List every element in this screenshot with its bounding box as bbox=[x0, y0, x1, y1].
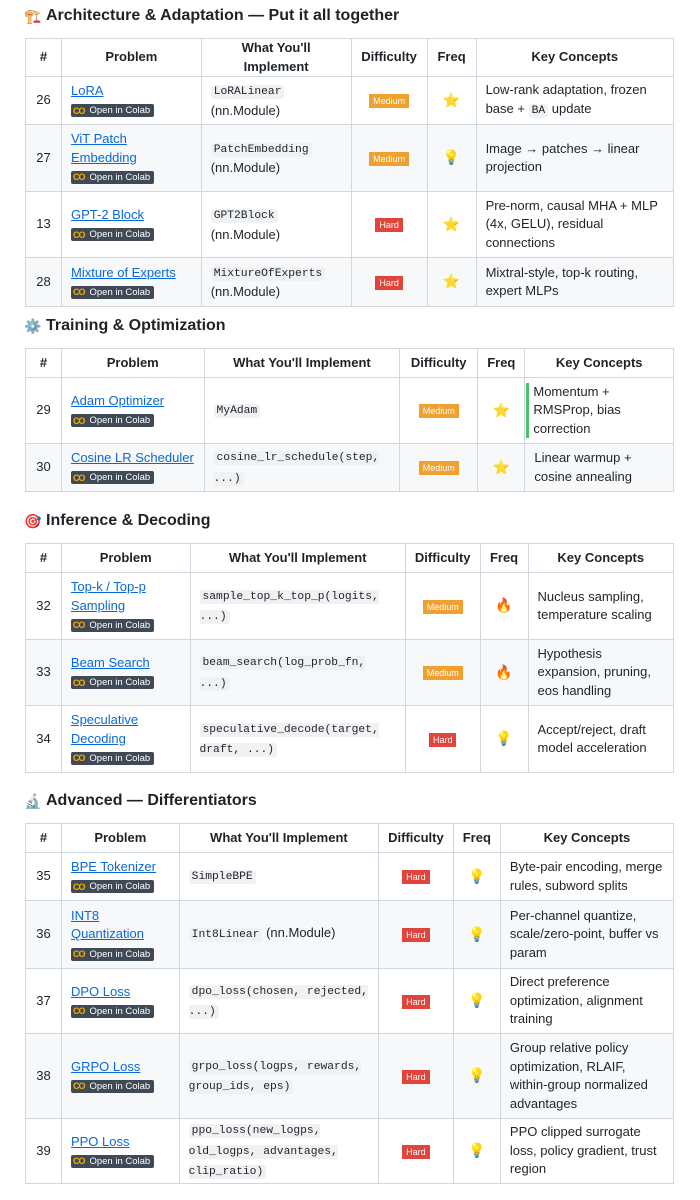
problem-link[interactable]: Beam Search bbox=[70, 655, 150, 670]
header-problem: Problem bbox=[61, 349, 204, 378]
implement-text: (nn.Module) bbox=[210, 284, 281, 299]
header-problem: Problem bbox=[61, 39, 201, 77]
implement-text: (nn.Module) bbox=[210, 226, 281, 242]
header-difficulty: Difficulty bbox=[400, 349, 478, 378]
problem-number: 29 bbox=[26, 378, 62, 444]
header-implement: What You'll Implement bbox=[190, 544, 405, 573]
fire-icon: 🔥 bbox=[495, 663, 513, 680]
open-in-colab-badge[interactable] bbox=[71, 1080, 154, 1093]
colab-label: Open in Colab bbox=[89, 172, 151, 183]
section-heading bbox=[0, 509, 700, 533]
colab-label: Open in Colab bbox=[89, 881, 151, 893]
implement-code: beam_search(log_prob_fn, ...) bbox=[199, 657, 366, 690]
difficulty-badge: Hard bbox=[402, 870, 430, 884]
colab-label: Open in Colab bbox=[89, 753, 151, 764]
problem-link[interactable]: BPE Tokenizer bbox=[70, 859, 156, 874]
implement-cell bbox=[179, 1034, 378, 1119]
colab-label: Open in Colab bbox=[89, 286, 151, 298]
problem-cell bbox=[61, 706, 190, 773]
problem-cell bbox=[61, 378, 204, 444]
difficulty-cell bbox=[351, 125, 427, 192]
open-in-colab-badge[interactable] bbox=[71, 948, 154, 961]
colab-logo-icon: CO bbox=[72, 1006, 85, 1016]
problems-table bbox=[25, 543, 674, 773]
problem-link[interactable]: PPO Loss bbox=[70, 1133, 130, 1149]
problem-link[interactable]: Mixture of Experts bbox=[70, 264, 176, 280]
problem-number: 30 bbox=[26, 444, 62, 492]
lightbulb-icon: 💡 bbox=[468, 992, 486, 1009]
fire-icon: 🔥 bbox=[495, 597, 513, 614]
concepts-code: BA bbox=[529, 104, 549, 118]
implement-code: ppo_loss(new_logps, old_logps, advantages, clip_ratio) bbox=[188, 1125, 338, 1179]
implement-code: MixtureOfExperts bbox=[211, 267, 325, 281]
concepts-cell bbox=[525, 378, 674, 444]
header-difficulty: Difficulty bbox=[405, 544, 480, 573]
problem-link[interactable]: Cosine LR Scheduler bbox=[70, 450, 194, 465]
table-row bbox=[26, 706, 674, 773]
difficulty-badge: Hard bbox=[402, 1145, 430, 1159]
open-in-colab-badge[interactable] bbox=[71, 228, 154, 241]
open-in-colab-badge[interactable] bbox=[71, 1005, 154, 1018]
section-title: Training & Optimization bbox=[46, 317, 226, 334]
table-row bbox=[26, 573, 674, 640]
header-implement: What You'll Implement bbox=[204, 349, 400, 378]
difficulty-cell bbox=[405, 640, 480, 706]
open-in-colab-badge[interactable] bbox=[71, 619, 154, 632]
problem-number: 33 bbox=[26, 640, 62, 706]
section-heading bbox=[0, 4, 700, 28]
open-in-colab-badge[interactable] bbox=[71, 752, 154, 765]
concepts-text: Pre-norm, causal MHA + MLP (4x, GELU), residual connections bbox=[485, 197, 658, 250]
problem-link[interactable]: Top-k / Top-p Sampling bbox=[70, 579, 146, 613]
problem-link[interactable]: LoRA bbox=[70, 83, 104, 98]
implement-text: (nn.Module) bbox=[266, 925, 336, 941]
implement-cell bbox=[190, 573, 405, 640]
problem-link[interactable]: ViT Patch Embedding bbox=[70, 131, 137, 165]
difficulty-cell bbox=[379, 1119, 454, 1184]
table-row bbox=[26, 378, 674, 444]
concepts-cell bbox=[528, 573, 673, 640]
implement-code: cosine_lr_schedule(step, ...) bbox=[213, 452, 380, 485]
implement-code: GPT2Block bbox=[211, 209, 278, 223]
header-number: # bbox=[26, 544, 62, 573]
concepts-text: Mixtral-style, top-k routing, expert MLPs bbox=[485, 264, 638, 298]
difficulty-cell bbox=[379, 1034, 454, 1119]
problem-cell bbox=[61, 901, 179, 969]
microscope-icon: 🔬 bbox=[24, 792, 42, 809]
problem-number: 26 bbox=[26, 77, 62, 125]
problem-cell bbox=[61, 258, 201, 307]
freq-cell bbox=[480, 640, 528, 706]
freq-cell bbox=[427, 192, 476, 258]
freq-cell bbox=[427, 258, 476, 307]
concepts-cell bbox=[500, 1119, 673, 1184]
lightbulb-icon: 💡 bbox=[468, 925, 486, 942]
implement-code: grpo_loss(logps, rewards, group_ids, eps) bbox=[188, 1060, 362, 1093]
header-freq: Freq bbox=[427, 39, 476, 77]
implement-cell bbox=[204, 444, 400, 492]
difficulty-badge: Medium bbox=[369, 152, 409, 166]
problem-link[interactable]: DPO Loss bbox=[70, 983, 131, 999]
open-in-colab-badge[interactable] bbox=[71, 171, 154, 184]
concepts-text: Per-channel quantize, scale/zero-point, buffer vs param bbox=[509, 907, 659, 960]
difficulty-cell bbox=[351, 258, 427, 307]
open-in-colab-badge[interactable] bbox=[71, 676, 154, 689]
open-in-colab-badge[interactable] bbox=[71, 1155, 154, 1168]
implement-cell bbox=[179, 969, 378, 1034]
implement-code: LoRALinear bbox=[211, 85, 285, 99]
difficulty-cell bbox=[351, 192, 427, 258]
difficulty-badge: Hard bbox=[402, 928, 430, 942]
difficulty-badge: Hard bbox=[402, 995, 430, 1009]
implement-cell bbox=[201, 125, 351, 192]
header-key-concepts: Key Concepts bbox=[528, 544, 673, 573]
header-implement: What You'll Implement bbox=[201, 39, 351, 77]
table-row bbox=[26, 77, 674, 125]
concepts-cell bbox=[500, 853, 673, 901]
problem-link[interactable]: Adam Optimizer bbox=[70, 393, 165, 408]
header-freq: Freq bbox=[480, 544, 528, 573]
colab-logo-icon: CO bbox=[72, 620, 85, 631]
implement-code: PatchEmbedding bbox=[211, 143, 312, 157]
implement-cell bbox=[190, 640, 405, 706]
problem-link[interactable]: INT8 Quantization bbox=[70, 907, 144, 942]
difficulty-badge: Medium bbox=[423, 600, 463, 614]
concepts-cell bbox=[500, 901, 673, 969]
concepts-text-end: update bbox=[548, 100, 592, 116]
concepts-text: Group relative policy optimization, RLAIF, within-group normalized advantages bbox=[509, 1040, 648, 1111]
table-row bbox=[26, 258, 674, 307]
colab-logo-icon: CO bbox=[72, 287, 85, 297]
section-heading bbox=[0, 789, 700, 813]
colab-label: Open in Colab bbox=[89, 415, 151, 427]
colab-logo-icon: CO bbox=[72, 415, 85, 426]
star-icon: ⭐ bbox=[442, 273, 461, 290]
problem-cell bbox=[61, 77, 201, 125]
star-icon: ⭐ bbox=[492, 458, 510, 475]
implement-code: sample_top_k_top_p(logits, ...) bbox=[199, 590, 379, 623]
implement-cell bbox=[179, 901, 378, 969]
header-implement: What You'll Implement bbox=[179, 824, 378, 853]
open-in-colab-badge[interactable] bbox=[71, 880, 154, 893]
open-in-colab-badge[interactable] bbox=[71, 414, 154, 427]
difficulty-cell bbox=[405, 706, 480, 773]
implement-text: (nn.Module) bbox=[210, 160, 281, 175]
problems-table bbox=[25, 38, 674, 307]
freq-cell bbox=[478, 378, 525, 444]
table-row bbox=[26, 192, 674, 258]
header-freq: Freq bbox=[453, 824, 500, 853]
problem-cell bbox=[61, 640, 190, 706]
concepts-text: Direct preference optimization, alignment training bbox=[509, 974, 643, 1027]
concepts-text: Byte-pair encoding, merge rules, subword splits bbox=[509, 859, 663, 893]
table-row bbox=[26, 901, 674, 969]
colab-logo-icon: CO bbox=[72, 105, 85, 116]
star-icon: ⭐ bbox=[442, 215, 461, 232]
problem-cell bbox=[61, 1034, 179, 1119]
problem-number: 34 bbox=[26, 706, 62, 773]
concepts-cell bbox=[476, 192, 673, 258]
freq-cell bbox=[427, 77, 476, 125]
open-in-colab-badge[interactable] bbox=[71, 104, 154, 117]
star-icon: ⭐ bbox=[492, 401, 510, 418]
implement-code: Int8Linear bbox=[189, 928, 263, 942]
section-training bbox=[0, 314, 700, 338]
difficulty-badge: Medium bbox=[423, 666, 463, 680]
problem-link[interactable]: GRPO Loss bbox=[70, 1058, 141, 1074]
gear-icon: ⚙️ bbox=[24, 317, 42, 334]
problem-number: 39 bbox=[26, 1119, 62, 1184]
section-heading bbox=[0, 314, 700, 338]
table-row bbox=[26, 125, 674, 192]
concepts-cell bbox=[500, 1034, 673, 1119]
colab-label: Open in Colab bbox=[89, 620, 151, 631]
colab-logo-icon: CO bbox=[72, 472, 85, 483]
open-in-colab-badge[interactable] bbox=[71, 286, 154, 299]
implement-cell bbox=[179, 853, 378, 901]
problem-cell bbox=[61, 192, 201, 258]
header-problem: Problem bbox=[61, 824, 179, 853]
freq-cell bbox=[453, 1034, 500, 1119]
colab-label: Open in Colab bbox=[89, 677, 151, 689]
implement-code: dpo_loss(chosen, rejected, ...) bbox=[188, 985, 368, 1018]
difficulty-badge: Medium bbox=[369, 94, 409, 108]
header-key-concepts: Key Concepts bbox=[525, 349, 674, 378]
section-inference bbox=[0, 509, 700, 533]
colab-logo-icon: CO bbox=[72, 881, 85, 892]
difficulty-badge: Hard bbox=[375, 218, 403, 232]
lightbulb-icon: 💡 bbox=[495, 730, 513, 747]
implement-cell bbox=[204, 378, 400, 444]
problems-table bbox=[25, 823, 674, 1184]
freq-cell bbox=[480, 706, 528, 773]
header-number: # bbox=[26, 349, 62, 378]
problem-number: 13 bbox=[26, 192, 62, 258]
difficulty-cell bbox=[351, 77, 427, 125]
difficulty-cell bbox=[379, 969, 454, 1034]
section-title: Inference & Decoding bbox=[46, 512, 211, 529]
section-advanced bbox=[0, 789, 700, 813]
problem-cell bbox=[61, 969, 179, 1034]
colab-logo-icon: CO bbox=[72, 1081, 85, 1091]
problem-cell bbox=[61, 1119, 179, 1184]
colab-logo-icon: CO bbox=[72, 1156, 85, 1166]
table-row bbox=[26, 969, 674, 1034]
difficulty-badge: Hard bbox=[402, 1070, 430, 1084]
colab-logo-icon: CO bbox=[72, 229, 85, 240]
concepts-cell bbox=[525, 444, 674, 492]
colab-label: Open in Colab bbox=[89, 472, 151, 484]
difficulty-cell bbox=[379, 853, 454, 901]
problem-number: 35 bbox=[26, 853, 62, 901]
problem-cell bbox=[61, 444, 204, 492]
concepts-cell bbox=[500, 969, 673, 1034]
problem-number: 36 bbox=[26, 901, 62, 969]
problem-number: 28 bbox=[26, 258, 62, 307]
problem-link[interactable]: GPT-2 Block bbox=[70, 207, 144, 222]
implement-cell bbox=[201, 258, 351, 307]
header-key-concepts: Key Concepts bbox=[500, 824, 673, 853]
problem-cell bbox=[61, 125, 201, 192]
implement-cell bbox=[179, 1119, 378, 1184]
implement-code: speculative_decode(target, draft, ...) bbox=[199, 723, 379, 756]
problem-cell bbox=[61, 853, 179, 901]
concepts-cell bbox=[476, 125, 673, 192]
problem-number: 27 bbox=[26, 125, 62, 192]
freq-cell bbox=[453, 853, 500, 901]
header-problem: Problem bbox=[61, 544, 190, 573]
colab-logo-icon: CO bbox=[72, 753, 85, 764]
implement-text: (nn.Module) bbox=[210, 102, 281, 118]
table-row bbox=[26, 1034, 674, 1119]
concepts-text: Linear warmup + cosine annealing bbox=[534, 450, 632, 484]
concepts-cell bbox=[528, 706, 673, 773]
concepts-cell bbox=[528, 640, 673, 706]
star-icon: ⭐ bbox=[442, 91, 461, 108]
difficulty-badge: Medium bbox=[419, 461, 459, 475]
difficulty-badge: Hard bbox=[429, 733, 457, 747]
implement-cell bbox=[201, 77, 351, 125]
section-title: Architecture & Adaptation — Put it all together bbox=[46, 7, 400, 24]
implement-cell bbox=[190, 706, 405, 773]
implement-code: SimpleBPE bbox=[189, 870, 256, 884]
colab-logo-icon: CO bbox=[72, 948, 85, 959]
difficulty-cell bbox=[379, 901, 454, 969]
freq-cell bbox=[478, 444, 525, 492]
concepts-text: PPO clipped surrogate loss, policy gradient, trust region bbox=[509, 1124, 657, 1177]
colab-label: Open in Colab bbox=[89, 1005, 151, 1017]
concepts-cell bbox=[476, 77, 673, 125]
colab-label: Open in Colab bbox=[89, 1155, 151, 1167]
implement-cell bbox=[201, 192, 351, 258]
concepts-text: Image → patches → linear projection bbox=[485, 140, 640, 174]
colab-logo-icon: CO bbox=[72, 172, 85, 183]
problems-table bbox=[25, 348, 674, 492]
table-row bbox=[26, 444, 674, 492]
header-difficulty: Difficulty bbox=[351, 39, 427, 77]
problem-number: 32 bbox=[26, 573, 62, 640]
freq-cell bbox=[453, 901, 500, 969]
table-row bbox=[26, 853, 674, 901]
target-icon: 🎯 bbox=[24, 512, 42, 529]
freq-cell bbox=[453, 969, 500, 1034]
problem-number: 38 bbox=[26, 1034, 62, 1119]
table-row bbox=[26, 640, 674, 706]
freq-cell bbox=[480, 573, 528, 640]
concepts-text: Nucleus sampling, temperature scaling bbox=[537, 588, 652, 622]
concepts-text: Hypothesis expansion, pruning, eos handling bbox=[537, 645, 651, 698]
colab-logo-icon: CO bbox=[72, 677, 85, 688]
difficulty-cell bbox=[400, 378, 478, 444]
header-difficulty: Difficulty bbox=[379, 824, 454, 853]
colab-label: Open in Colab bbox=[89, 105, 151, 117]
problem-link[interactable]: Speculative Decoding bbox=[70, 712, 139, 746]
colab-label: Open in Colab bbox=[89, 229, 151, 241]
section-title: Advanced — Differentiators bbox=[46, 792, 257, 809]
freq-cell bbox=[427, 125, 476, 192]
open-in-colab-badge[interactable] bbox=[71, 471, 154, 484]
concepts-text: Momentum + RMSProp, bias correction bbox=[526, 383, 664, 439]
implement-code: MyAdam bbox=[214, 404, 261, 418]
header-number: # bbox=[26, 39, 62, 77]
concepts-text: Accept/reject, draft model acceleration bbox=[537, 721, 647, 755]
lightbulb-icon: 💡 bbox=[468, 867, 486, 884]
concepts-text: Low-rank adaptation, frozen base + bbox=[485, 82, 647, 116]
lightbulb-icon: 💡 bbox=[468, 1142, 486, 1159]
concepts-cell bbox=[476, 258, 673, 307]
lightbulb-icon: 💡 bbox=[468, 1067, 486, 1084]
colab-label: Open in Colab bbox=[89, 1080, 151, 1092]
difficulty-cell bbox=[405, 573, 480, 640]
difficulty-badge: Hard bbox=[375, 276, 403, 290]
problem-cell bbox=[61, 573, 190, 640]
table-row bbox=[26, 1119, 674, 1184]
colab-label: Open in Colab bbox=[89, 948, 151, 960]
difficulty-cell bbox=[400, 444, 478, 492]
problem-number: 37 bbox=[26, 969, 62, 1034]
header-key-concepts: Key Concepts bbox=[476, 39, 673, 77]
freq-cell bbox=[453, 1119, 500, 1184]
section-architecture bbox=[0, 4, 700, 28]
header-freq: Freq bbox=[478, 349, 525, 378]
header-number: # bbox=[26, 824, 62, 853]
construction-icon: 🏗️ bbox=[24, 7, 42, 24]
lightbulb-icon: 💡 bbox=[442, 149, 461, 166]
difficulty-badge: Medium bbox=[419, 404, 459, 418]
